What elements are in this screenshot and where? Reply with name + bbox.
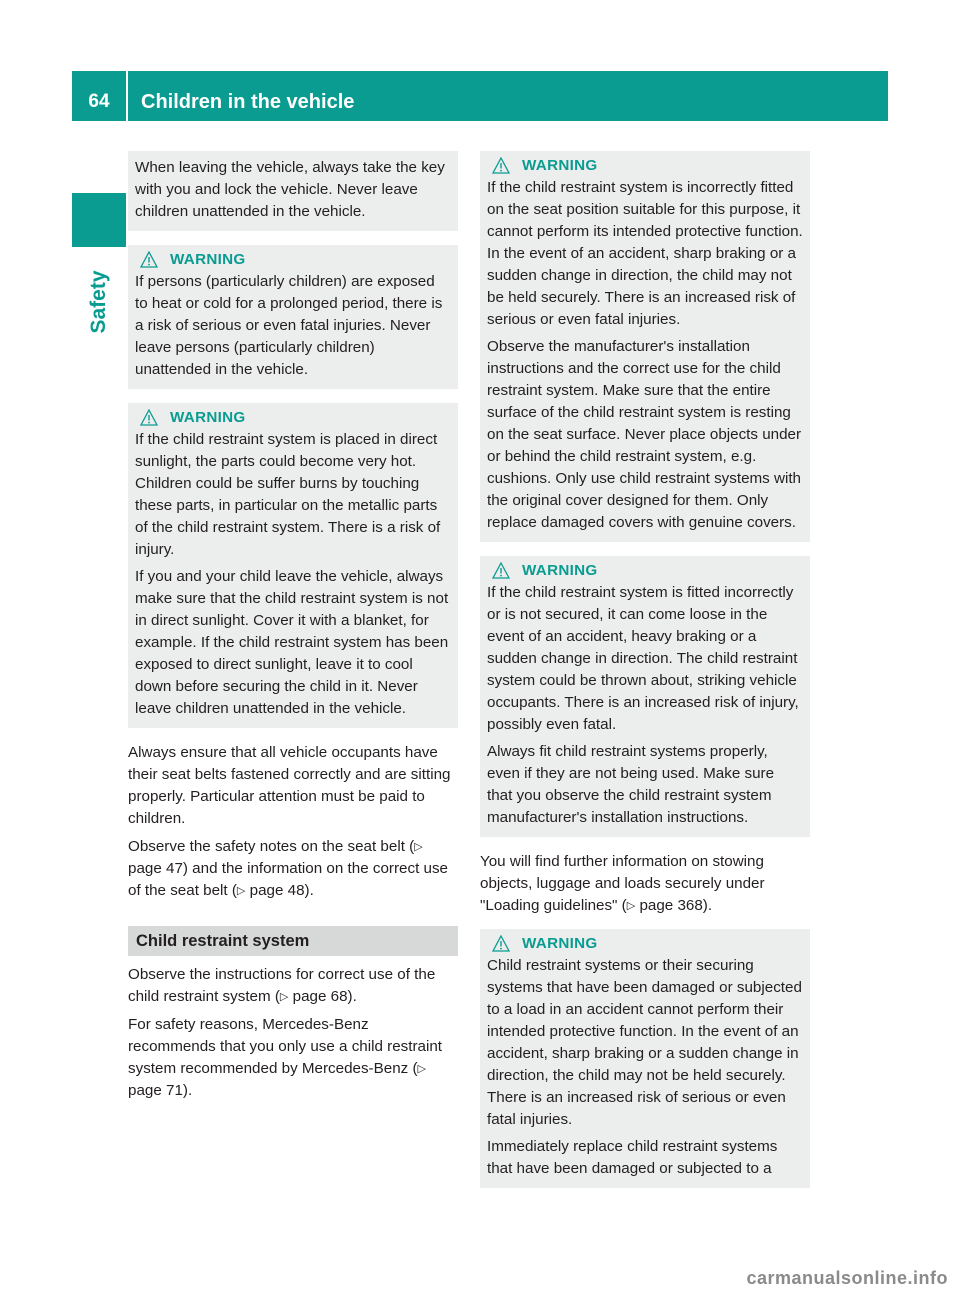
reference-arrow-icon: ▷ <box>414 841 423 853</box>
warning-triangle-icon <box>492 935 510 952</box>
page-reference-link[interactable]: page 368 <box>639 897 703 914</box>
warning-box <box>480 556 810 837</box>
section-tab-label: Safety <box>87 270 110 334</box>
warning-text: If the child restraint system is incorrectly fitted on the seat position suitable for this purpose, it cannot perform its intended protective function. In the event of an accident, sharp braking or a sudden change in direction, the child may not be held securely. There is an increased risk of serious or even fatal injuries. <box>487 179 803 328</box>
warning-text: Child restraint systems or their securing systems that have been damaged or subjected to a load in an accident cannot perform their intended protective function. In the event of an accident, sharp braking or a sudden change in direction, the child may not be held securely. There is an increased risk of serious or even fatal injuries. <box>487 957 802 1128</box>
reference-arrow-icon: ▷ <box>417 1063 426 1075</box>
reference-arrow-icon: ▷ <box>279 991 289 1003</box>
warning-box <box>480 929 810 1188</box>
warning-header <box>487 932 803 954</box>
warning-box <box>480 151 810 542</box>
warning-triangle-icon <box>140 251 158 268</box>
warning-box <box>128 245 458 389</box>
page-title: Children in the vehicle <box>141 91 355 113</box>
warning-box <box>128 403 458 728</box>
body-paragraph: For safety reasons, Mercedes-Benz recommends that you only use a child restraint system recommended by Mercedes-Benz (▷ page 71). <box>128 1016 443 1099</box>
warning-title: WARNING <box>170 250 246 268</box>
warning-header <box>135 248 451 270</box>
page-number: 64 <box>88 91 110 112</box>
warning-text: If persons (particularly children) are exposed to heat or cold for a prolonged period, there is a risk of serious or even fatal injuries. Never leave persons (particularly children) unattended in the vehicle. <box>135 273 443 378</box>
page-reference-link[interactable]: page 68 <box>292 988 348 1005</box>
body-paragraph: Always ensure that all vehicle occupants have their seat belts fastened correctly and are sitting properly. Particular attention must be paid to children. <box>128 744 451 827</box>
page-reference-link[interactable]: page 47 <box>128 860 183 877</box>
warning-triangle-icon <box>140 409 158 426</box>
warning-text: If the child restraint system is placed in direct sunlight, the parts could become very hot. Children could be suffer burns by touching these parts, in particular on the metallic parts of the child restraint system. There is a risk of injury. <box>135 431 441 558</box>
body-paragraph: Observe the safety notes on the seat belt (▷ page 47) and the information on the correct use of the seat belt (▷ page 48). <box>128 838 448 899</box>
section-tab-marker <box>72 193 126 247</box>
warning-header <box>135 406 451 428</box>
header-divider <box>126 71 128 121</box>
note-text: When leaving the vehicle, always take the key with you and lock the vehicle. Never leave children unattended in the vehicle. <box>135 159 445 220</box>
warning-title: WARNING <box>522 934 598 952</box>
section-heading: Child restraint system <box>128 926 458 956</box>
body-paragraph: You will find further information on stowing objects, luggage and loads securely under "Loading guidelines" (▷ page 368). <box>480 853 765 914</box>
left-column <box>128 151 458 1108</box>
page-reference-link[interactable]: page 48 <box>249 882 305 899</box>
reference-arrow-icon: ▷ <box>626 900 636 912</box>
warning-header <box>487 154 803 176</box>
reference-arrow-icon: ▷ <box>236 885 246 897</box>
warning-text: If the child restraint system is fitted incorrectly or is not secured, it can come loose in the event of an accident, heavy braking or a sudden change in direction. The child restraint system could be thrown about, striking vehicle occupants. There is an increased risk of injury, possibly even fatal. <box>487 584 799 733</box>
warning-triangle-icon <box>492 562 510 579</box>
warning-text: Always fit child restraint systems properly, even if they are not being used. Make sure that you observe the child restraint system manufacturer's installation instructions. <box>487 743 775 826</box>
warning-title: WARNING <box>522 156 598 174</box>
page-reference-link[interactable]: page 71 <box>128 1082 183 1099</box>
warning-title: WARNING <box>170 408 246 426</box>
warning-text: Observe the manufacturer's installation instructions and the correct use for the child restraint system. Make sure that the entire surface of the child restraint system is resting on the seat surface. Never place objects under or behind the child restraint system, e.g. cushions. Only use child restraint systems with the original cover designed for them. Only replace damaged covers with genuine covers. <box>487 338 802 531</box>
warning-title: WARNING <box>522 561 598 579</box>
warning-text: Immediately replace child restraint systems that have been damaged or subjected to a <box>487 1138 778 1177</box>
warning-text: If you and your child leave the vehicle, always make sure that the child restraint system is not in direct sunlight. Cover it with a blanket, for example. If the child restraint system has been exposed to direct sunlight, leave it to cool down before securing the child in it. Never leave children unattended in the vehicle. <box>135 568 449 717</box>
warning-triangle-icon <box>492 157 510 174</box>
warning-header <box>487 559 803 581</box>
watermark: carmanualsonline.info <box>746 1268 948 1288</box>
note-box <box>128 151 458 231</box>
body-paragraph: Observe the instructions for correct use of the child restraint system (▷ page 68). <box>128 966 436 1005</box>
right-column <box>480 151 810 1202</box>
